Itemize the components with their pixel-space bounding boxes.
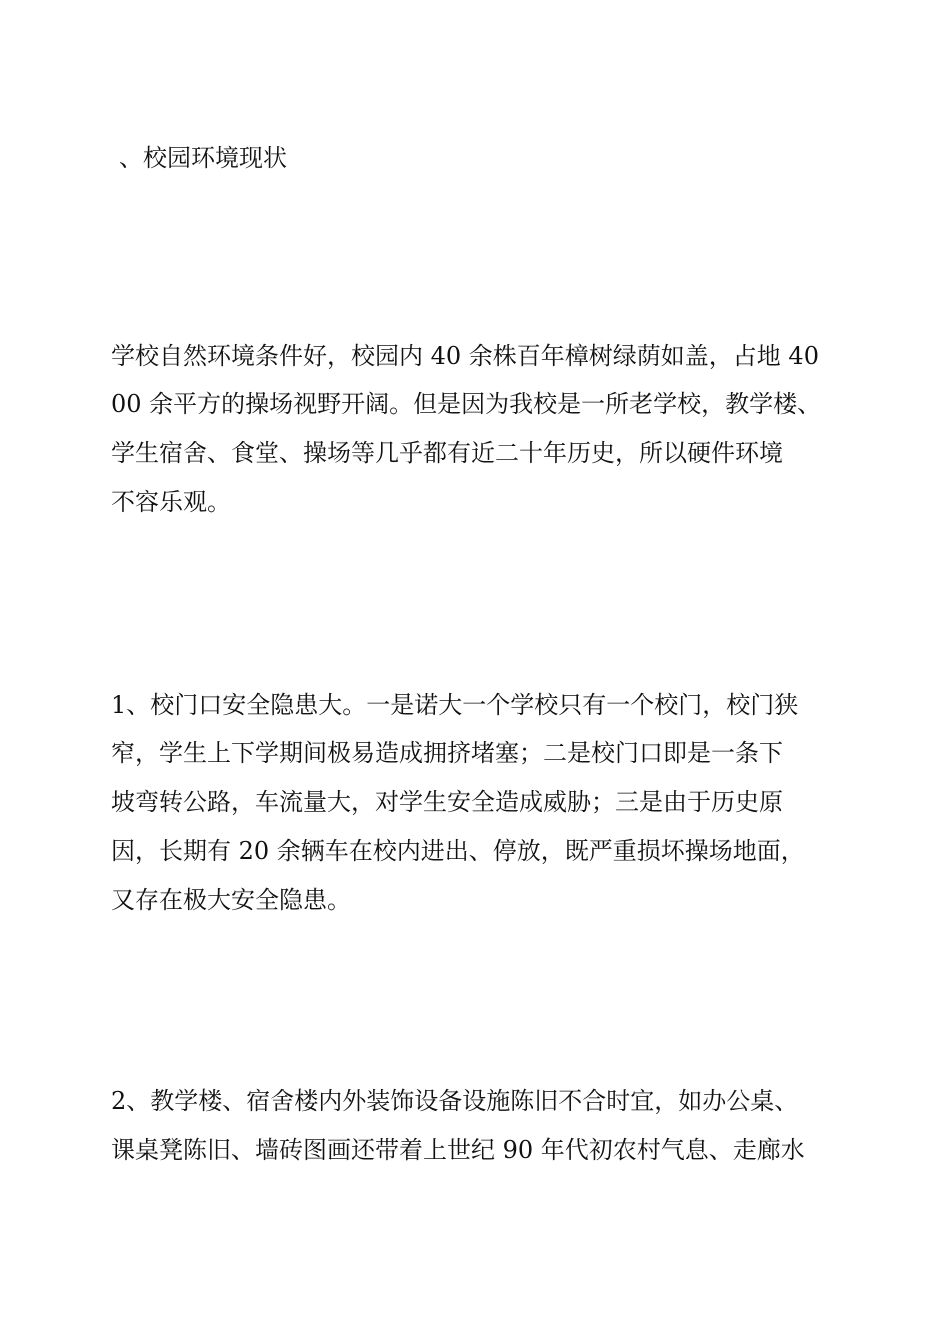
paragraph-1-line-4: 不容乐观。 — [111, 488, 231, 516]
paragraph-2-line-1: 1、校门口安全隐患大。一是诺大一个学校只有一个校门，校门狭 — [111, 691, 799, 719]
paragraph-2-line-2: 窄，学生上下学期间极易造成拥挤堵塞；二是校门口即是一条下 — [111, 739, 783, 767]
paragraph-2-line-4: 因，长期有 20 余辆车在校内进出、停放，既严重损坏操场地面， — [111, 837, 805, 865]
paragraph-1-line-3: 学生宿舍、食堂、操场等几乎都有近二十年历史，所以硬件环境 — [111, 439, 783, 467]
paragraph-1-line-1: 学校自然环境条件好，校园内 40 余株百年樟树绿荫如盖，占地 40 — [111, 342, 819, 370]
paragraph-3-line-1: 2、教学楼、宿舍楼内外装饰设备设施陈旧不合时宜，如办公桌、 — [111, 1087, 799, 1115]
section-heading: 、校园环境现状 — [119, 144, 287, 172]
paragraph-2-line-3: 坡弯转公路，车流量大，对学生安全造成威胁；三是由于历史原 — [111, 788, 783, 816]
paragraph-2-line-5: 又存在极大安全隐患。 — [111, 886, 351, 914]
paragraph-3-line-2: 课桌凳陈旧、墙砖图画还带着上世纪 90 年代初农村气息、走廊水 — [111, 1136, 805, 1164]
paragraph-1-line-2: 00 余平方的操场视野开阔。但是因为我校是一所老学校，教学楼、 — [111, 390, 822, 418]
